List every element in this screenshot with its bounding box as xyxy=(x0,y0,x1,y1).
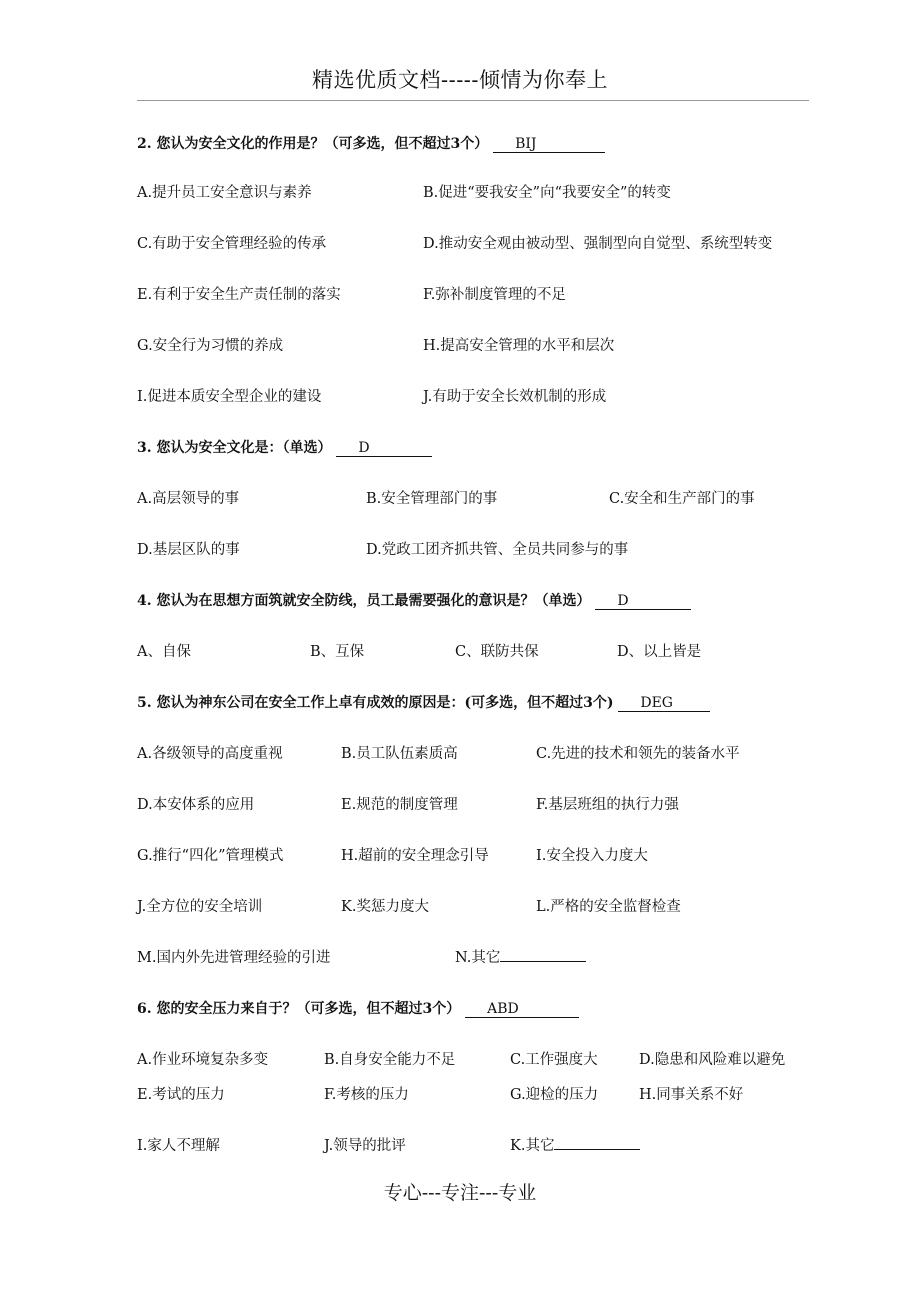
option-item[interactable]: J.领导的批评 xyxy=(324,1138,406,1154)
option-item[interactable]: D.隐患和风险难以避免 xyxy=(639,1052,786,1068)
question-text: 2. 您认为安全文化的作用是？（可多选，但不超过3个） xyxy=(137,136,489,152)
other-blank-line[interactable] xyxy=(500,947,586,962)
option-item[interactable]: B.促进“要我安全”向“我要安全”的转变 xyxy=(423,185,671,201)
question-6 xyxy=(137,998,579,1018)
option-item[interactable]: H.提高安全管理的水平和层次 xyxy=(423,338,615,354)
option-item[interactable]: M.国内外先进管理经验的引进 xyxy=(137,950,331,966)
option-label: N.其它 xyxy=(455,950,501,966)
option-item[interactable]: E.有利于安全生产责任制的落实 xyxy=(137,287,341,303)
option-item[interactable]: J.全方位的安全培训 xyxy=(137,899,263,915)
option-item[interactable]: C.工作强度大 xyxy=(510,1052,598,1068)
answer-field[interactable]: ABD xyxy=(465,1001,579,1018)
header-divider xyxy=(137,100,809,101)
option-item[interactable]: F.弥补制度管理的不足 xyxy=(423,287,566,303)
option-item[interactable]: G.安全行为习惯的养成 xyxy=(137,338,284,354)
option-item[interactable]: H.同事关系不好 xyxy=(639,1087,744,1103)
question-2 xyxy=(137,133,605,153)
answer-field[interactable]: DEG xyxy=(618,695,710,712)
answer-field[interactable]: D xyxy=(595,593,691,610)
option-item[interactable] xyxy=(455,946,586,967)
answer-field[interactable]: D xyxy=(336,440,432,457)
option-item[interactable]: F.考核的压力 xyxy=(324,1087,409,1103)
page-header: 精选优质文档-----倾情为你奉上 xyxy=(312,68,608,92)
option-item[interactable]: C、联防共保 xyxy=(455,644,539,660)
question-text: 6. 您的安全压力来自于？（可多选，但不超过3个） xyxy=(137,1001,461,1017)
answer-field[interactable]: BIJ xyxy=(493,136,605,153)
option-item[interactable]: C.安全和生产部门的事 xyxy=(609,491,755,507)
option-item[interactable]: G.推行“四化”管理模式 xyxy=(137,848,284,864)
option-item[interactable]: I.促进本质安全型企业的建设 xyxy=(137,389,322,405)
option-item[interactable]: G.迎检的压力 xyxy=(510,1087,599,1103)
option-item[interactable]: A.高层领导的事 xyxy=(137,491,240,507)
question-text: 3. 您认为安全文化是：（单选） xyxy=(137,440,332,456)
option-item[interactable]: A.提升员工安全意识与素养 xyxy=(137,185,312,201)
option-item[interactable]: E.考试的压力 xyxy=(137,1087,225,1103)
option-item[interactable]: B、互保 xyxy=(310,644,365,660)
option-item[interactable]: B.自身安全能力不足 xyxy=(324,1052,456,1068)
option-item[interactable]: C.先进的技术和领先的装备水平 xyxy=(536,746,740,762)
option-item[interactable]: A、自保 xyxy=(137,644,191,660)
question-text: 4. 您认为在思想方面筑就安全防线，员工最需要强化的意识是？（单选） xyxy=(137,593,591,609)
option-item[interactable]: D.党政工团齐抓共管、全员共同参与的事 xyxy=(366,542,629,558)
option-item[interactable]: F.基层班组的执行力强 xyxy=(536,797,679,813)
page-footer: 专心---专注---专业 xyxy=(383,1182,537,1204)
question-4 xyxy=(137,590,691,610)
option-item[interactable]: B.安全管理部门的事 xyxy=(366,491,498,507)
option-item[interactable] xyxy=(510,1134,640,1155)
option-item[interactable]: E.规范的制度管理 xyxy=(341,797,458,813)
option-item[interactable]: B.员工队伍素质高 xyxy=(341,746,458,762)
option-item[interactable]: D.基层区队的事 xyxy=(137,542,240,558)
option-item[interactable]: H.超前的安全理念引导 xyxy=(341,848,489,864)
option-item[interactable]: D.本安体系的应用 xyxy=(137,797,255,813)
option-item[interactable]: I.家人不理解 xyxy=(137,1138,220,1154)
option-label: K.其它 xyxy=(510,1138,555,1154)
option-item[interactable]: A.作业环境复杂多变 xyxy=(137,1052,269,1068)
question-5 xyxy=(137,692,710,712)
option-item[interactable]: I.安全投入力度大 xyxy=(536,848,648,864)
question-text: 5. 您认为神东公司在安全工作上卓有成效的原因是：(可多选，但不超过3个) xyxy=(137,695,614,711)
other-blank-line[interactable] xyxy=(554,1135,640,1150)
option-item[interactable]: K.奖惩力度大 xyxy=(341,899,429,915)
option-item[interactable]: D.推动安全观由被动型、强制型向自觉型、系统型转变 xyxy=(423,236,773,252)
option-item[interactable]: L.严格的安全监督检查 xyxy=(536,899,681,915)
option-item[interactable]: C.有助于安全管理经验的传承 xyxy=(137,236,327,252)
question-3 xyxy=(137,437,432,457)
option-item[interactable]: A.各级领导的高度重视 xyxy=(137,746,283,762)
option-item[interactable]: D、以上皆是 xyxy=(617,644,702,660)
option-item[interactable]: J.有助于安全长效机制的形成 xyxy=(423,389,607,405)
